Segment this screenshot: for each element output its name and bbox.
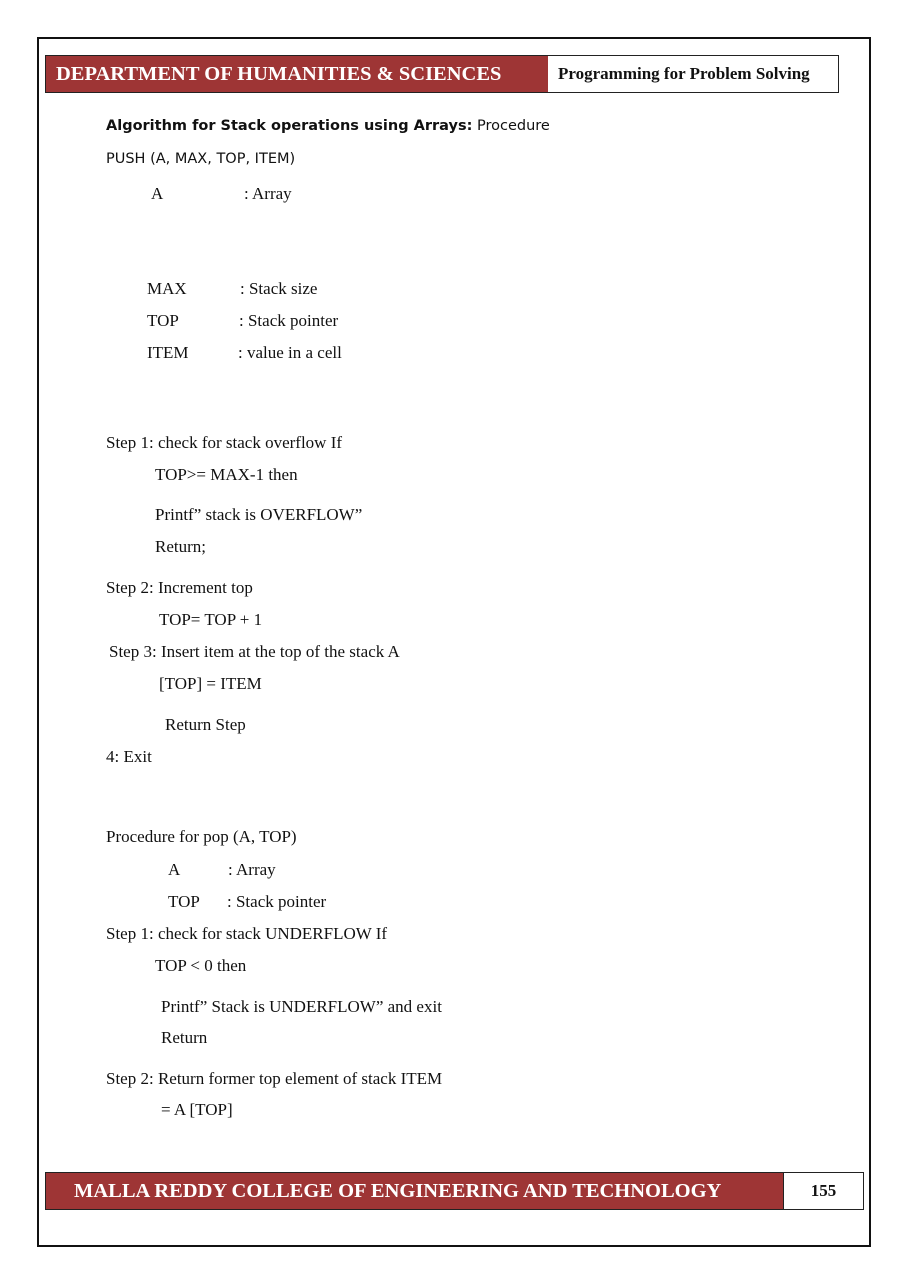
push-param-desc: : Array — [244, 184, 292, 203]
pop-step-line: Step 2: Return former top element of stack ITEM — [106, 1069, 443, 1088]
subject-title: Programming for Problem Solving — [548, 56, 838, 92]
push-param-name: ITEM — [147, 343, 189, 362]
college-name: MALLA REDDY COLLEGE OF ENGINEERING AND TECHNOLOGY — [46, 1173, 783, 1209]
department-title: DEPARTMENT OF HUMANITIES & SCIENCES — [46, 56, 548, 92]
push-param-name: A — [151, 184, 164, 203]
pop-param-desc: : Array — [228, 860, 276, 879]
push-param-desc: : Stack size — [240, 279, 318, 298]
section-heading — [106, 119, 550, 134]
pop-signature: Procedure for pop (A, TOP) — [106, 827, 297, 846]
push-signature: PUSH (A, MAX, TOP, ITEM) — [106, 151, 296, 167]
push-param-name: TOP — [147, 311, 179, 330]
pop-param-name: TOP — [168, 892, 200, 911]
push-step-line: Step 1: check for stack overflow If — [106, 433, 343, 452]
push-step-line: Return Step — [165, 715, 246, 734]
pop-param-name: A — [168, 860, 181, 879]
pop-step-line: Printf” Stack is UNDERFLOW” and exit — [161, 997, 442, 1016]
push-step-line: Return; — [155, 537, 206, 556]
push-step-line: [TOP] = ITEM — [159, 674, 262, 693]
push-param-desc: : value in a cell — [238, 343, 342, 362]
pop-step-line: Step 1: check for stack UNDERFLOW If — [106, 924, 388, 943]
pop-step-line: TOP < 0 then — [155, 956, 247, 975]
pop-step-line: = A [TOP] — [161, 1100, 233, 1119]
pop-step-line: Return — [161, 1028, 208, 1047]
push-step-line: Printf” stack is OVERFLOW” — [155, 505, 363, 524]
push-param-name: MAX — [147, 279, 187, 298]
section-heading-rest: Procedure — [472, 118, 550, 134]
push-step-line: TOP>= MAX-1 then — [155, 465, 298, 484]
push-step-line: Step 3: Insert item at the top of the stack A — [109, 642, 400, 661]
push-param-desc: : Stack pointer — [239, 311, 339, 330]
push-step-line: 4: Exit — [106, 747, 152, 766]
page-footer — [45, 1172, 864, 1210]
push-step-line: Step 2: Increment top — [106, 578, 253, 597]
push-step-line: TOP= TOP + 1 — [159, 610, 263, 629]
page-number: 155 — [783, 1173, 863, 1209]
pop-param-desc: : Stack pointer — [227, 892, 327, 911]
page-header — [45, 55, 839, 93]
section-heading-bold: Algorithm for Stack operations using Arrays: — [106, 118, 473, 134]
